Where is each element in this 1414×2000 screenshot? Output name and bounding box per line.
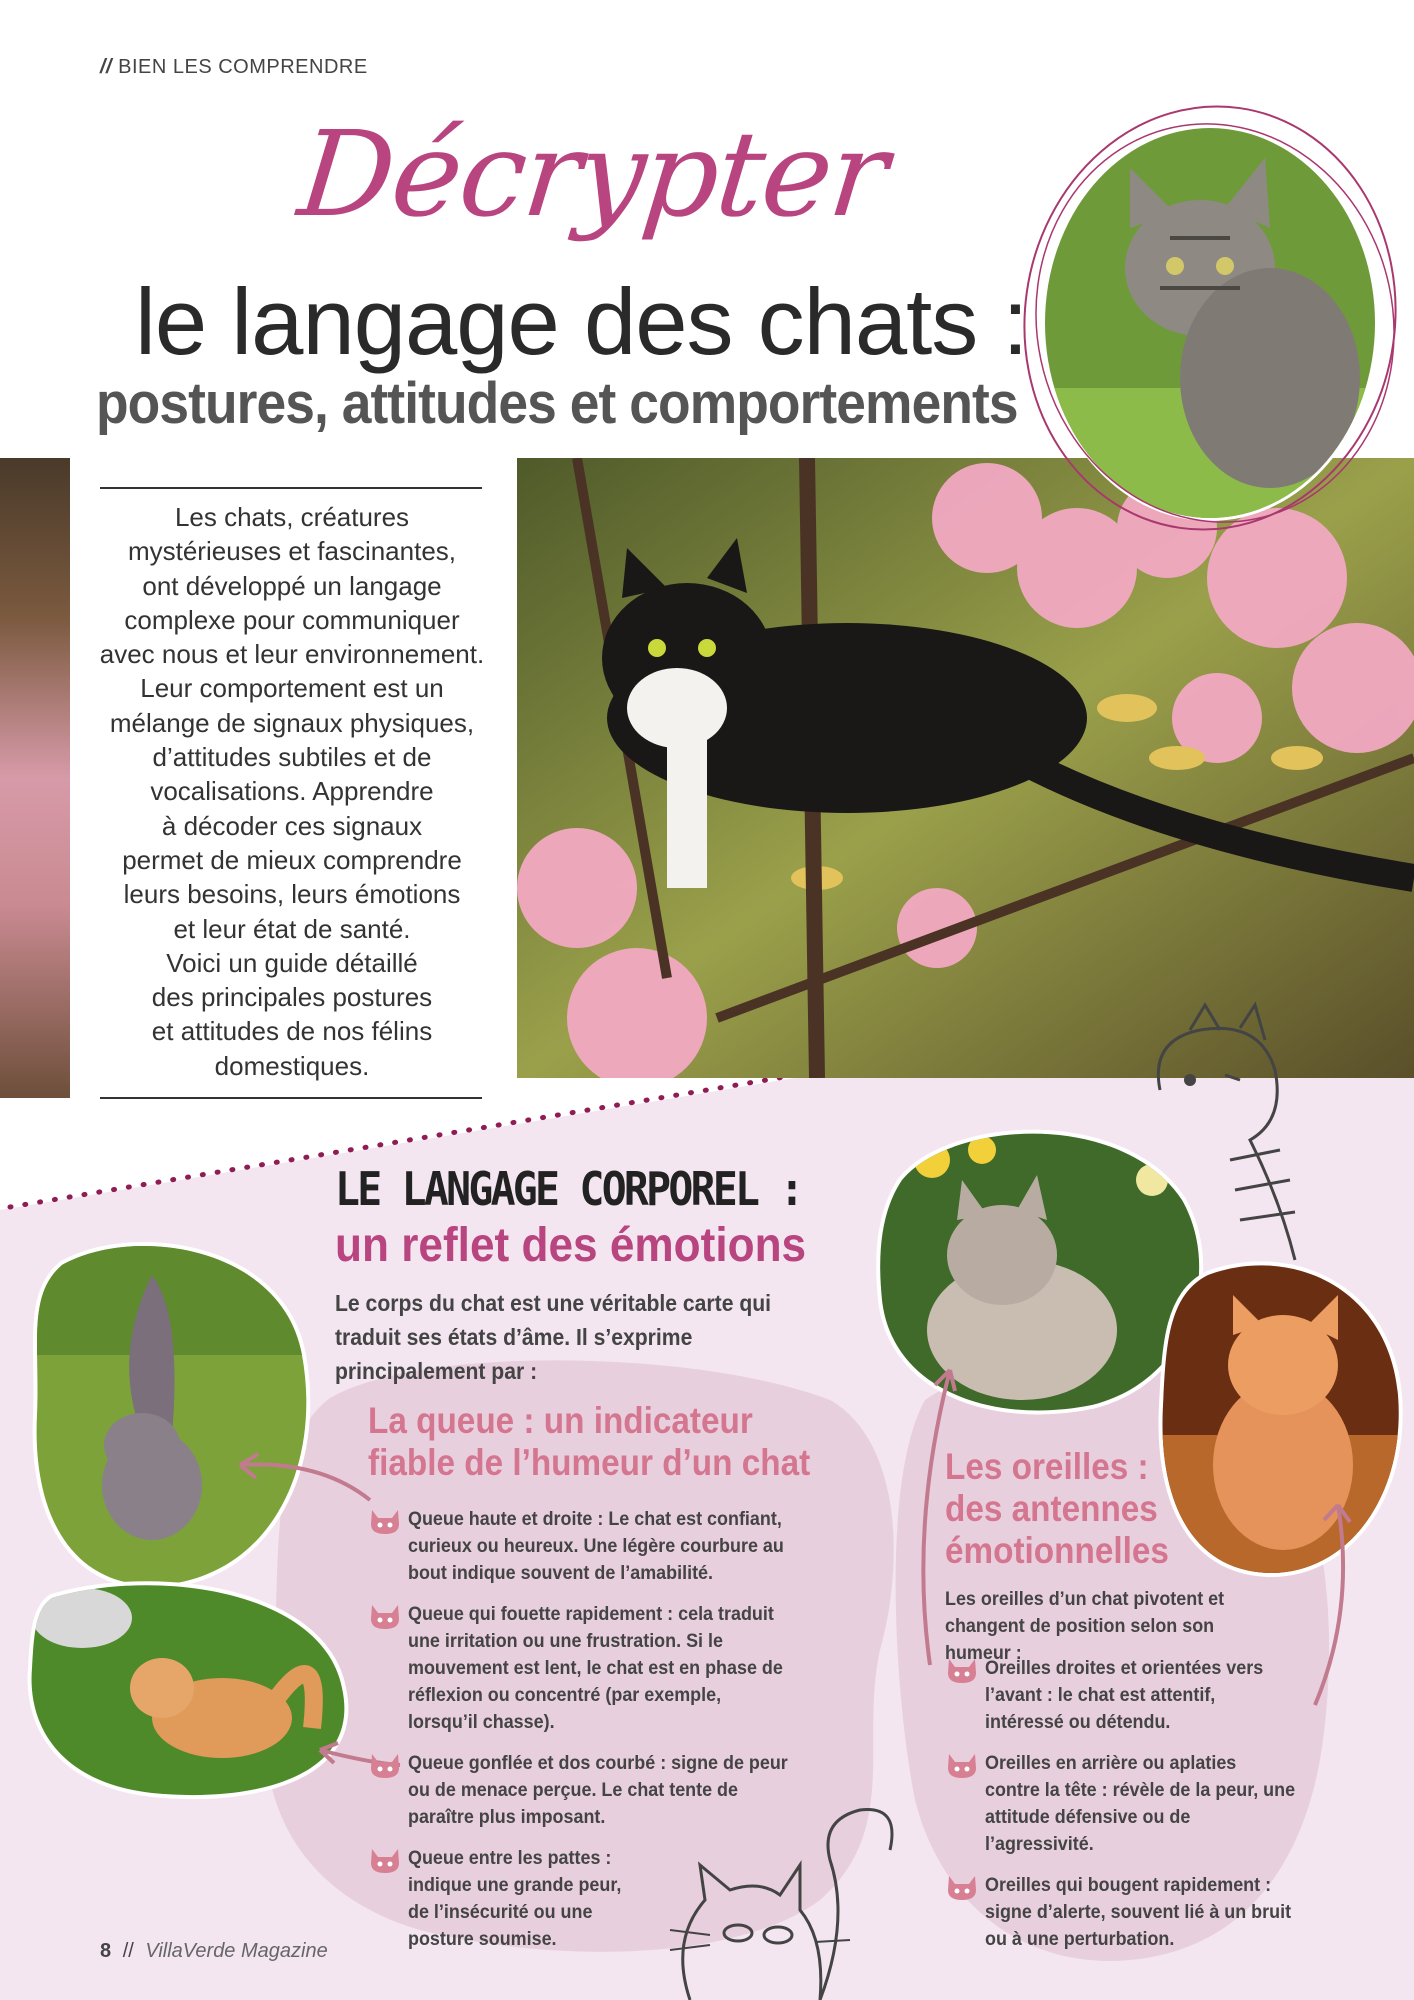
cat-face-icon (943, 1655, 981, 1685)
ears-item (943, 1872, 1323, 1953)
left-blossom-photo (0, 458, 70, 1098)
intro-line: des principales postures (151, 982, 433, 1013)
tail-item (366, 1845, 666, 1953)
ears-item-text: Oreilles qui bougent rapidement : signe d’alerte, souvent lié à un bruit ou à une perturbation. (985, 1874, 1292, 1950)
intro-line: à décoder ces signaux (161, 810, 423, 841)
tabby-kitten-photo (1010, 88, 1410, 548)
intro-line: complexe pour communiquer (124, 604, 460, 635)
intro-line: domestiques. (214, 1050, 370, 1081)
tail-item-text: Queue entre les pattes : indique une grande peur, de l’insécurité ou une posture soumise. (408, 1847, 622, 1950)
tail-title (368, 1400, 836, 1484)
ears-title-line2: des antennes (945, 1488, 1158, 1529)
tail-item (366, 1601, 826, 1736)
intro-line: leurs besoins, leurs émotions (123, 879, 461, 910)
tail-item-text: Queue haute et droite : Le chat est confiant, curieux ou heureux. Une légère courbure au bout indique souvent de l’amabilité. (408, 1508, 784, 1584)
tail-item (366, 1506, 826, 1587)
ears-item (943, 1750, 1323, 1858)
fluffy-grey-cat-photo (22, 1235, 322, 1595)
cat-doodle-bottom (650, 1800, 940, 2000)
cat-face-icon (943, 1750, 981, 1780)
section-tag: // BIEN LES COMPRENDRE (100, 56, 368, 78)
ears-item (943, 1655, 1323, 1736)
cat-face-icon (366, 1601, 404, 1631)
title-script: Décrypter (292, 105, 893, 243)
tail-title-line2: fiable de l’humeur d’un chat (368, 1442, 811, 1483)
body-language-heading: LE LANGAGE CORPOREL : (335, 1162, 802, 1216)
cat-face-icon (366, 1750, 404, 1780)
title-main: le langage des chats : (135, 269, 1028, 374)
tail-item-text: Queue gonflée et dos courbé : signe de peur ou de menace perçue. Le chat tente de paraître plus imposant. (408, 1752, 788, 1828)
intro-paragraph (95, 500, 489, 1083)
ears-title-line3: émotionnelles (945, 1530, 1169, 1571)
intro-line: et leur état de santé. (173, 913, 411, 944)
cat-face-icon (366, 1506, 404, 1536)
intro-line: avec nous et leur environnement. (99, 639, 485, 670)
body-language-subheading: un reflet des émotions (335, 1219, 807, 1272)
intro-rule-top (100, 487, 482, 489)
page-footer (100, 1940, 328, 1963)
ears-lede-text: Les oreilles d’un chat pivotent et changent de position selon son humeur : (945, 1588, 1225, 1664)
cat-face-icon (943, 1872, 981, 1902)
intro-line: Voici un guide détaillé (166, 947, 418, 978)
main-cat-photo (517, 458, 1414, 1078)
intro-line: permet de mieux comprendre (122, 844, 462, 875)
intro-line: Leur comportement est un (140, 673, 444, 704)
intro-line: et attitudes de nos félins (151, 1016, 433, 1047)
intro-line: mystérieuses et fascinantes, (127, 536, 457, 567)
title-subtitle: postures, attitudes et comportements (96, 371, 1018, 436)
ears-title-line1: Les oreilles : (945, 1446, 1149, 1487)
intro-line: Les chats, créatures (174, 502, 410, 532)
arrow-to-tail-upright (220, 1440, 380, 1510)
magazine-name: VillaVerde Magazine (145, 1940, 328, 1962)
cat-face-icon (366, 1845, 404, 1875)
intro-line: ont développé un langage (142, 570, 442, 601)
intro-line: d’attitudes subtiles et de (152, 742, 432, 773)
intro-line: mélange de signaux physiques, (109, 707, 475, 738)
ears-item-text: Oreilles en arrière ou aplaties contre la tête : révèle de la peur, une attitude défensive ou de l’agressivité. (985, 1752, 1296, 1855)
tail-title-line1: La queue : un indicateur (368, 1400, 753, 1441)
ears-title (945, 1446, 1215, 1572)
page-number: 8 (100, 1940, 112, 1962)
body-language-lede: Le corps du chat est une véritable carte qui traduit ses états d’âme. Il s’exprime principalement par : (335, 1290, 772, 1384)
tail-item-text: Queue qui fouette rapidement : cela traduit une irritation ou une frustration. Si le mouvement est lent, le chat est en phase de réflexion ou concentré (par exemple, lorsqu’il chasse). (408, 1603, 783, 1733)
intro-rule-bottom (100, 1097, 482, 1099)
footer-separator: // (122, 1940, 134, 1962)
intro-line: vocalisations. Apprendre (150, 776, 434, 807)
ears-list (943, 1655, 1323, 1953)
section-tag-label: BIEN LES COMPRENDRE (118, 56, 368, 78)
ears-item-text: Oreilles droites et orientées vers l’avant : le chat est attentif, intéressé ou détendu. (985, 1657, 1264, 1733)
orange-kitten-arched-photo (22, 1578, 357, 1808)
